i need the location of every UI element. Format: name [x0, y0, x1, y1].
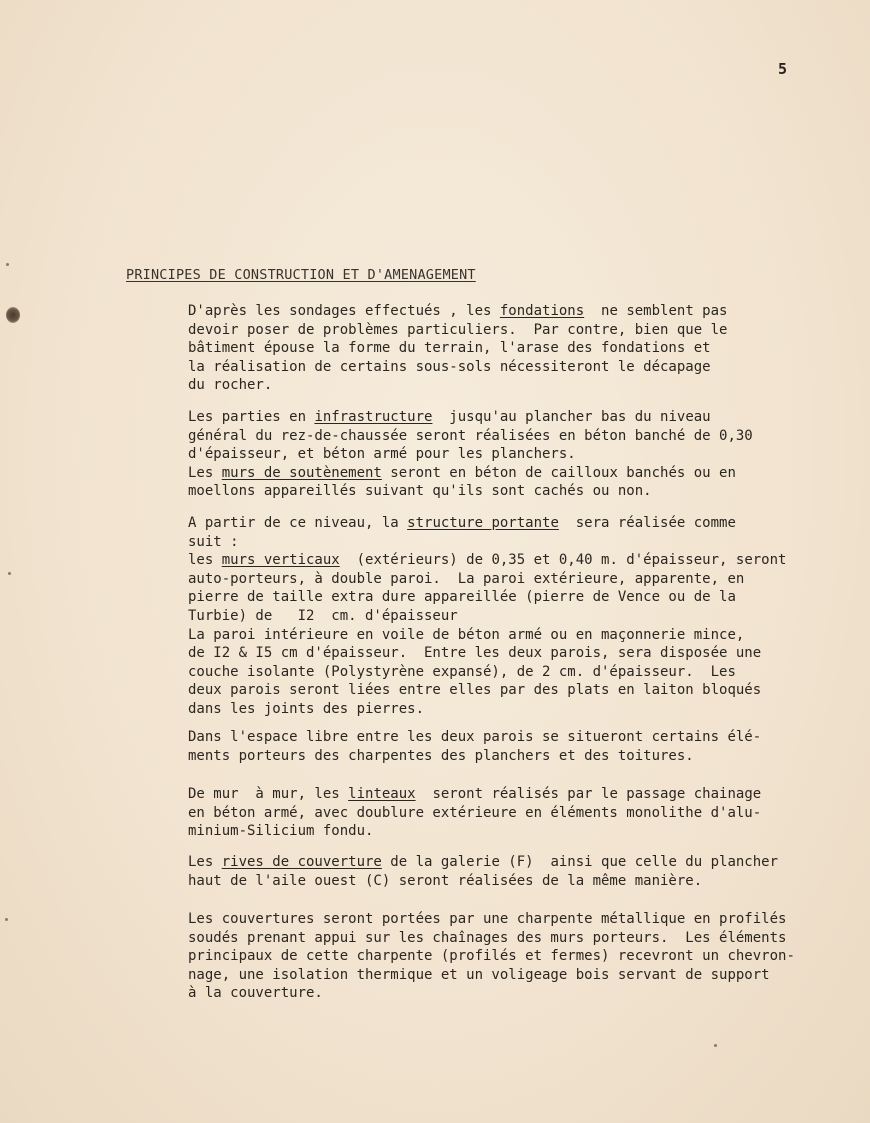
- text-segment: Les parties en: [188, 409, 315, 425]
- text-segment: ne semblent pas: [584, 303, 728, 319]
- text-line: [188, 445, 838, 464]
- text-segment: pierre de taille extra dure appareillée (pierre de Vence ou de la: [188, 589, 736, 606]
- text-segment: auto-porteurs, à double paroi. La paroi extérieure, apparente, en: [188, 570, 745, 587]
- text-segment: nage, une isolation thermique et un voligeage bois servant de support: [188, 966, 770, 983]
- text-segment: dans les joints des pierres.: [188, 700, 425, 717]
- underlined-term: rives de couverture: [221, 854, 382, 870]
- text-segment: seront réalisés par le passage chainage: [415, 786, 762, 802]
- text-segment: A partir de ce niveau, la: [188, 515, 408, 531]
- text-segment: ments porteurs des charpentes des planchers et des toitures.: [188, 747, 694, 764]
- text-segment: principaux de cette charpente (profilés et fermes) recevront un chevron-: [188, 948, 795, 965]
- text-segment: de la galerie (F) ainsi que celle du plancher: [381, 854, 779, 870]
- text-line: [188, 588, 838, 607]
- text-segment: bâtiment épouse la forme du terrain, l'arase des fondations et: [188, 340, 711, 357]
- paragraph-couvertures: [188, 910, 838, 1003]
- underlined-term: structure portante: [407, 515, 559, 531]
- text-line: [188, 607, 838, 626]
- text-segment: deux parois seront liées entre elles par des plats en laiton bloqués: [188, 682, 762, 699]
- text-line: [188, 822, 838, 841]
- text-line: [188, 984, 838, 1003]
- text-segment: d'épaisseur, et béton armé pour les planchers.: [188, 446, 576, 463]
- text-segment: (extérieurs) de 0,35 et 0,40 m. d'épaisseur, seront: [339, 552, 787, 569]
- text-segment: devoir poser de problèmes particuliers. Par contre, bien que le: [188, 321, 728, 338]
- text-line: [188, 728, 838, 747]
- text-segment: du rocher.: [188, 377, 273, 394]
- text-segment: La paroi intérieure en voile de béton armé ou en maçonnerie mince,: [188, 626, 745, 643]
- text-segment: suit :: [188, 533, 239, 550]
- text-segment: Dans l'espace libre entre les deux parois se situeront certains élé-: [188, 729, 762, 745]
- text-segment: les: [188, 552, 222, 569]
- text-segment: minium-Silicium fondu.: [188, 823, 374, 840]
- text-segment: Les: [188, 464, 222, 481]
- text-line: [188, 626, 838, 645]
- text-line: [188, 464, 838, 483]
- paper-speck: [5, 918, 8, 921]
- text-line: [188, 681, 838, 700]
- text-segment: couche isolante (Polystyrène expansé), de 2 cm. d'épaisseur. Les: [188, 663, 736, 680]
- paragraph-infrastructure: [188, 408, 838, 501]
- paragraph-espace: [188, 728, 838, 765]
- text-line: [188, 644, 838, 663]
- text-line: [188, 663, 838, 682]
- text-segment: Les: [188, 854, 222, 870]
- paragraph-rives: [188, 853, 838, 890]
- text-line: [188, 966, 838, 985]
- text-line: [188, 785, 838, 804]
- text-line: [188, 427, 838, 446]
- text-line: [188, 408, 838, 427]
- text-line: [188, 533, 838, 552]
- text-segment: Les couvertures seront portées par une charpente métallique en profilés: [188, 911, 787, 927]
- text-segment: D'après les sondages effectués , les: [188, 303, 500, 319]
- text-segment: de I2 & I5 cm d'épaisseur. Entre les deux parois, sera disposée une: [188, 645, 762, 662]
- text-line: [188, 551, 838, 570]
- text-line: [188, 570, 838, 589]
- text-segment: jusqu'au plancher bas du niveau: [432, 409, 711, 425]
- text-line: [188, 804, 838, 823]
- section-heading: PRINCIPES DE CONSTRUCTION ET D'AMENAGEMENT: [126, 267, 476, 283]
- text-segment: la réalisation de certains sous-sols nécessiteront le décapage: [188, 358, 711, 375]
- text-line: [188, 376, 838, 395]
- text-segment: en béton armé, avec doublure extérieure en éléments monolithe d'alu-: [188, 804, 762, 821]
- underlined-term: infrastructure: [314, 409, 433, 425]
- text-segment: haut de l'aile ouest (C) seront réalisées de la même manière.: [188, 872, 703, 889]
- paper-speck: [714, 1044, 717, 1047]
- text-segment: moellons appareillés suivant qu'ils sont cachés ou non.: [188, 483, 652, 500]
- text-line: [188, 482, 838, 501]
- text-segment: général du rez-de-chaussée seront réalisées en béton banché de 0,30: [188, 427, 753, 444]
- text-line: [188, 929, 838, 948]
- paragraph-linteaux: [188, 785, 838, 841]
- text-segment: De mur à mur, les: [188, 786, 349, 802]
- text-line: [188, 853, 838, 872]
- underlined-term: murs de soutènement: [221, 464, 382, 481]
- underlined-term: murs verticaux: [221, 552, 340, 569]
- page-number: 5: [778, 60, 788, 78]
- punch-hole: [6, 307, 20, 323]
- paragraph-structure: [188, 514, 838, 719]
- text-segment: sera réalisée comme: [558, 515, 736, 531]
- text-line: [188, 947, 838, 966]
- text-line: [188, 321, 838, 340]
- paper-speck: [6, 263, 9, 266]
- paragraph-fondations: [188, 302, 838, 395]
- text-line: [188, 339, 838, 358]
- text-line: [188, 514, 838, 533]
- underlined-term: fondations: [499, 303, 585, 319]
- text-segment: soudés prenant appui sur les chaînages des murs porteurs. Les éléments: [188, 929, 787, 946]
- paper-speck: [8, 572, 11, 575]
- text-line: [188, 872, 838, 891]
- text-line: [188, 358, 838, 377]
- text-line: [188, 302, 838, 321]
- text-segment: Turbie) de I2 cm. d'épaisseur: [188, 607, 458, 624]
- text-line: [188, 910, 838, 929]
- text-line: [188, 747, 838, 766]
- text-segment: seront en béton de cailloux banchés ou en: [381, 464, 736, 481]
- text-line: [188, 700, 838, 719]
- underlined-term: linteaux: [348, 786, 416, 802]
- text-segment: à la couverture.: [188, 985, 323, 1002]
